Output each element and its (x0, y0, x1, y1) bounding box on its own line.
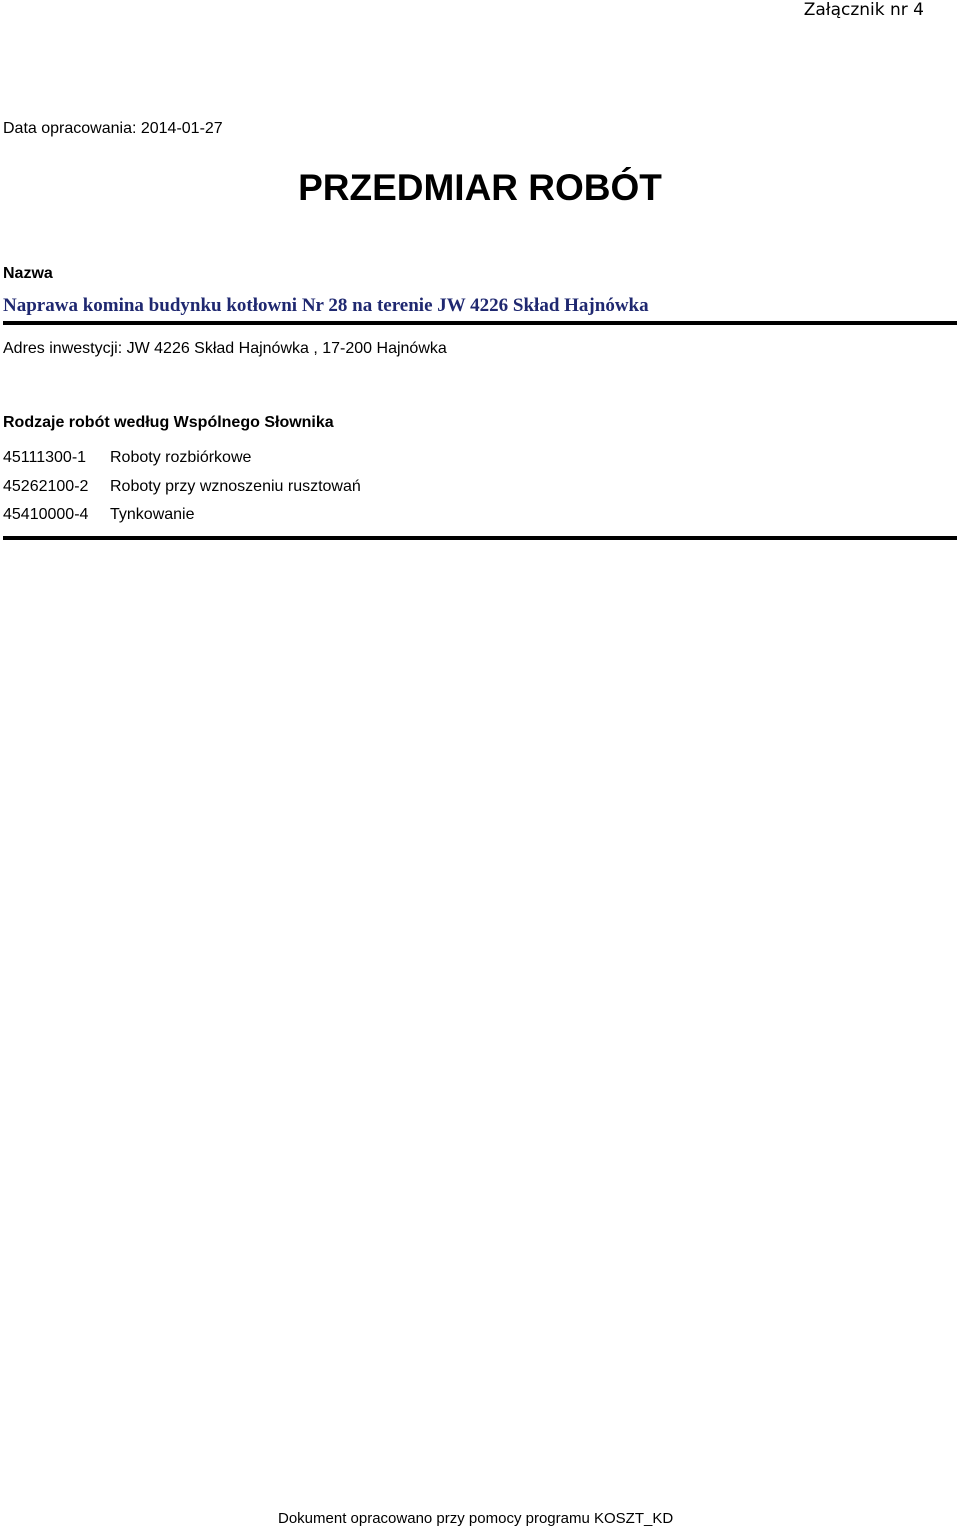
cpv-code: 45410000-4 (3, 506, 89, 523)
name-label: Nazwa (3, 265, 53, 282)
preparation-date: Data opracowania: 2014-01-27 (3, 120, 223, 137)
investment-address: Adres inwestycji: JW 4226 Skład Hajnówka , 17-200 Hajnówka (3, 340, 447, 357)
cpv-label: Roboty przy wznoszeniu rusztowań (110, 477, 361, 495)
list-item (3, 505, 361, 534)
page-title: PRZEDMIAR ROBÓT (298, 167, 662, 208)
cpv-label: Roboty rozbiórkowe (110, 449, 252, 466)
cpv-heading: Rodzaje robót według Wspólnego Słownika (3, 414, 334, 431)
annex-label: Załącznik nr 4 (803, 0, 924, 20)
list-item (3, 448, 361, 477)
cpv-list (3, 448, 361, 534)
cpv-code: 45111300-1 (3, 449, 87, 466)
list-item (3, 477, 361, 506)
divider-bottom (3, 536, 957, 540)
cpv-label: Tynkowanie (110, 506, 195, 523)
footer-note: Dokument opracowano przy pomocy programu KOSZT_KD (278, 1510, 674, 1527)
divider-top (3, 321, 957, 325)
cpv-code: 45262100-2 (3, 477, 89, 495)
project-name: Naprawa komina budynku kotłowni Nr 28 na terenie JW 4226 Skład Hajnówka (3, 295, 649, 316)
